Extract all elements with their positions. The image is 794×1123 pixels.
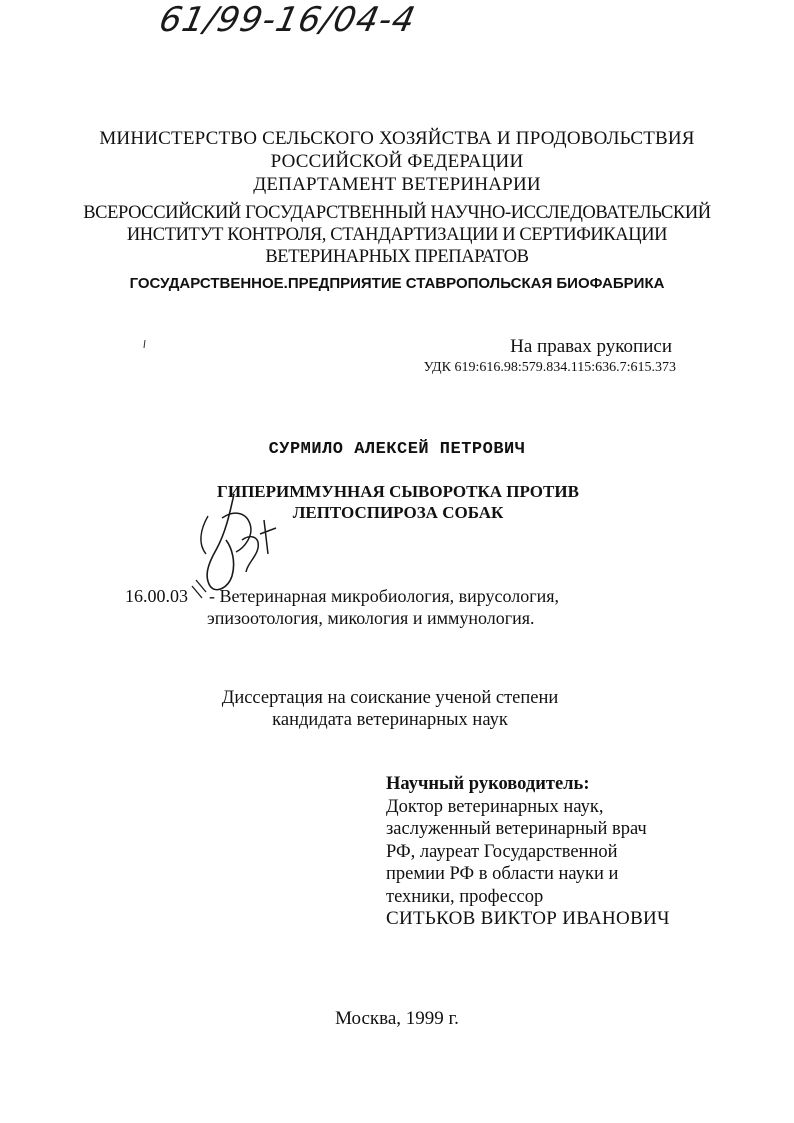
specialty-line: - Ветеринарная микробиология, вирусология,: [209, 586, 560, 606]
manuscript-rights-note: На правах рукописи: [510, 336, 672, 357]
supervisor-block: [386, 773, 670, 931]
supervisor-line: РФ, лауреат Государственной: [386, 841, 618, 862]
title-line: ГИПЕРИММУННАЯ СЫВОРОТКА ПРОТИВ: [217, 482, 579, 501]
degree-line: Диссертация на соискание ученой степени: [221, 688, 559, 708]
supervisor-heading: Научный руководитель:: [386, 774, 590, 794]
handwritten-signature: [186, 488, 296, 600]
ministry-heading: [0, 127, 794, 196]
handwritten-archive-number: 61/99-16/04-4: [155, 0, 420, 40]
supervisor-line: премии РФ в области науки и: [386, 864, 619, 884]
supervisor-name: СИТЬКОВ ВИКТОР ИВАНОВИЧ: [386, 908, 670, 929]
institute-line: ВЕТЕРИНАРНЫХ ПРЕПАРАТОВ: [265, 247, 529, 267]
supervisor-line: техники, профессор: [386, 886, 544, 907]
degree-statement: [90, 687, 690, 731]
specialty-line: эпизоотология, микология и иммунология.: [207, 608, 535, 628]
specialty-code: 16.00.03: [125, 586, 188, 606]
institute-line: ИНСТИТУТ КОНТРОЛЯ, СТАНДАРТИЗАЦИИ И СЕРТИФИКАЦИИ: [126, 225, 668, 245]
supervisor-line: Доктор ветеринарных наук,: [386, 796, 604, 817]
degree-line: кандидата ветеринарных наук: [272, 710, 508, 730]
ministry-line: РОССИЙСКОЙ ФЕДЕРАЦИИ: [270, 151, 524, 172]
scan-mark: [143, 340, 147, 348]
ministry-line: МИНИСТЕРСТВО СЕЛЬСКОГО ХОЗЯЙСТВА И ПРОДОВОЛЬСТВИЯ: [99, 128, 695, 149]
udk-code: УДК 619:616.98:579.834.115:636.7:615.373: [423, 360, 676, 375]
institute-heading: [0, 202, 794, 268]
enterprise-heading: ГОСУДАРСТВЕННОЕ.ПРЕДПРИЯТИЕ СТАВРОПОЛЬСКАЯ БИОФАБРИКА: [129, 275, 665, 292]
author-name: СУРМИЛО АЛЕКСЕЙ ПЕТРОВИЧ: [268, 440, 526, 459]
institute-line: ВСЕРОССИЙСКИЙ ГОСУДАРСТВЕННЫЙ НАУЧНО-ИССЛЕДОВАТЕЛЬСКИЙ: [83, 203, 711, 223]
place-and-year: Москва, 1999 г.: [335, 1008, 459, 1029]
supervisor-line: заслуженный ветеринарный врач: [386, 819, 647, 839]
title-line: ЛЕПТОСПИРОЗА СОБАК: [292, 503, 504, 522]
ministry-line: ДЕПАРТАМЕНТ ВЕТЕРИНАРИИ: [253, 174, 541, 195]
